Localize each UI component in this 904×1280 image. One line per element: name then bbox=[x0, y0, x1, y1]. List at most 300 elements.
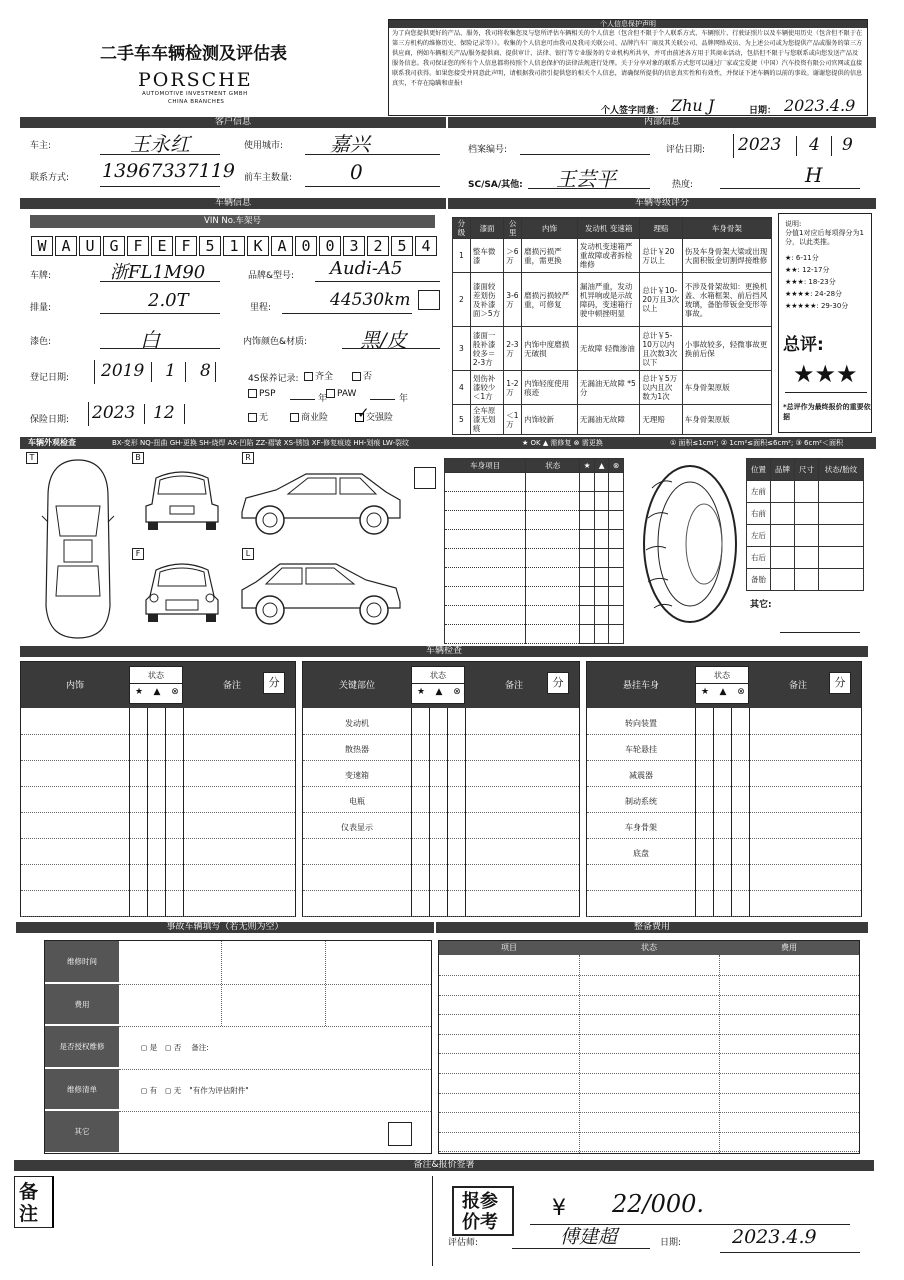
grade-header-cell: 内饰 bbox=[522, 218, 578, 239]
body-cell[interactable] bbox=[580, 549, 595, 568]
accident-row-label: 其它 bbox=[45, 1111, 119, 1153]
grade-row bbox=[453, 405, 772, 435]
notes-title: 说明: bbox=[785, 220, 802, 228]
exterior-legend: BX-变形 NQ-扭曲 GH-更换 SH-烧焊 AX-凹陷 ZZ-褶皱 XS-锈蚀 XF-修复痕迹 HH-划痕 LW-裂纹 bbox=[112, 439, 410, 447]
status-label: 状态 bbox=[130, 669, 182, 684]
grade-table bbox=[452, 217, 772, 435]
check-row[interactable] bbox=[303, 838, 579, 839]
grade-cell: 总计￥5-10万以内且次数3次以下 bbox=[640, 327, 682, 371]
body-cell[interactable] bbox=[445, 606, 526, 625]
privacy-title: 个人信息保护声明 bbox=[389, 20, 867, 28]
body-cell[interactable] bbox=[445, 530, 526, 549]
note-header: 备注 bbox=[223, 681, 242, 691]
brand-sub1: AUTOMOTIVE INVESTMENT GMBH bbox=[142, 91, 248, 97]
repair-col-header: 项目 bbox=[501, 943, 517, 952]
body-cell[interactable] bbox=[526, 625, 580, 644]
reg-day: 8 bbox=[200, 361, 211, 381]
grade-cell: 车身骨架原版 bbox=[682, 371, 771, 405]
body-row bbox=[445, 568, 624, 587]
tire-cell[interactable] bbox=[794, 503, 818, 525]
body-row bbox=[445, 587, 624, 606]
status-label: 状态 bbox=[412, 669, 464, 684]
body-cell[interactable] bbox=[580, 587, 595, 606]
accident-row-label: 维修时间 bbox=[45, 941, 119, 983]
tire-cell[interactable] bbox=[794, 481, 818, 503]
check-row[interactable] bbox=[21, 786, 295, 787]
car-back-view bbox=[138, 464, 226, 532]
status-symbol: ★ bbox=[134, 687, 144, 697]
mileage-value: 44530km bbox=[330, 290, 411, 310]
grade-cell: 3-6万 bbox=[504, 273, 522, 327]
vin-char: 3 bbox=[343, 236, 365, 256]
body-cell[interactable] bbox=[526, 606, 580, 625]
repair-row[interactable] bbox=[439, 1073, 859, 1074]
exterior-checkbox[interactable] bbox=[414, 467, 436, 489]
check-row[interactable] bbox=[303, 734, 579, 735]
status-symbol: ▲ bbox=[719, 687, 727, 697]
check-row[interactable] bbox=[587, 864, 861, 865]
check-item: 减震器 bbox=[629, 771, 653, 780]
grade-cell: 内饰较新 bbox=[522, 405, 578, 435]
body-cell[interactable] bbox=[445, 473, 526, 492]
body-cell[interactable] bbox=[526, 568, 580, 587]
sc-value: 王芸平 bbox=[556, 167, 616, 191]
body-cell[interactable] bbox=[594, 511, 609, 530]
body-row bbox=[445, 530, 624, 549]
check-row[interactable] bbox=[587, 838, 861, 839]
mileage-box[interactable] bbox=[418, 290, 440, 310]
check-row[interactable] bbox=[303, 916, 579, 917]
tire-row bbox=[747, 481, 864, 503]
vin-char: 5 bbox=[391, 236, 413, 256]
grade-cell: 漆面一般补漆较多＝2-3方 bbox=[470, 327, 503, 371]
body-header-cell: ▲ bbox=[594, 459, 609, 473]
tire-cell[interactable] bbox=[770, 547, 794, 569]
repair-title: 整备费用 bbox=[436, 922, 868, 933]
plate-value: 浙FL1M90 bbox=[110, 262, 206, 283]
owner-value: 王永红 bbox=[130, 132, 190, 156]
vehicle-title: 车辆信息 bbox=[20, 198, 446, 209]
check-item: 变速箱 bbox=[345, 771, 369, 780]
vin-char: 0 bbox=[295, 236, 317, 256]
grade-header-cell: 理赔 bbox=[640, 218, 682, 239]
check-row[interactable] bbox=[587, 916, 861, 917]
check-row[interactable] bbox=[587, 890, 861, 891]
vin-char: W bbox=[31, 236, 53, 256]
body-header-cell: 车身项目 bbox=[445, 459, 526, 473]
list-no-option[interactable]: ◻ bbox=[165, 1085, 174, 1095]
check-row[interactable] bbox=[303, 864, 579, 865]
car-top-view bbox=[38, 456, 118, 642]
check-item: 转向装置 bbox=[625, 719, 657, 728]
repair-col-header: 状态 bbox=[641, 943, 657, 952]
body-cell[interactable] bbox=[609, 606, 624, 625]
phone-label: 联系方式: bbox=[30, 173, 70, 183]
grade-cell: 2-3万 bbox=[504, 327, 522, 371]
exterior-area-legend: ① 面积≤1cm²; ② 1cm²≤面积≤6cm²; ③ 6cm²＜面积 bbox=[670, 439, 843, 447]
check-row[interactable] bbox=[21, 838, 295, 839]
check-panel-suspension bbox=[586, 661, 862, 917]
grade-row bbox=[453, 239, 772, 273]
car-right-view bbox=[236, 466, 406, 538]
s4-no-option[interactable] bbox=[352, 369, 372, 382]
grade-cell: 整车微漆 bbox=[470, 239, 503, 273]
repair-row[interactable] bbox=[439, 1151, 859, 1152]
body-cell[interactable] bbox=[609, 530, 624, 549]
grade-cell: 小事故较多，轻微事故更换前后保 bbox=[682, 327, 771, 371]
grade-cell: 漆面较差划伤及补漆面＞5方 bbox=[470, 273, 503, 327]
vin-char: K bbox=[247, 236, 269, 256]
psp-option[interactable] bbox=[248, 389, 276, 399]
grade-cell: 无漏油无故障 *5分 bbox=[577, 371, 639, 405]
notes-text: 分值1对应后每项得分为1分，以此类推。 bbox=[785, 229, 864, 246]
color-value: 白 bbox=[140, 328, 160, 352]
tire-position: 右前 bbox=[747, 503, 771, 525]
tire-position: 右后 bbox=[747, 547, 771, 569]
fen-badge: 分 bbox=[263, 672, 285, 694]
body-cell[interactable] bbox=[594, 492, 609, 511]
check-item: 车身骨架 bbox=[625, 823, 657, 832]
body-cell[interactable] bbox=[609, 568, 624, 587]
scale-item: ★★★★★: 29-30分 bbox=[785, 302, 849, 310]
check-row[interactable] bbox=[21, 734, 295, 735]
header-logo-block bbox=[20, 19, 387, 115]
ins-date-box bbox=[88, 402, 208, 426]
tire-cell[interactable] bbox=[818, 569, 863, 591]
view-label-back: B bbox=[132, 452, 144, 464]
body-cell[interactable] bbox=[580, 530, 595, 549]
eval-year: 2023 bbox=[738, 135, 782, 155]
quote-box bbox=[452, 1186, 514, 1236]
body-cell[interactable] bbox=[445, 549, 526, 568]
body-cell[interactable] bbox=[526, 587, 580, 606]
brand-sub2: CHINA BRANCHES bbox=[168, 99, 225, 105]
tire-cell[interactable] bbox=[794, 569, 818, 591]
tire-cell[interactable] bbox=[794, 525, 818, 547]
repair-row[interactable] bbox=[439, 1014, 859, 1015]
tire-cell[interactable] bbox=[818, 503, 863, 525]
auth-options bbox=[141, 1042, 209, 1053]
scale-item: ★★★★: 24-28分 bbox=[785, 290, 843, 298]
accident-row-label: 维修清单 bbox=[45, 1069, 119, 1111]
ins-none-option[interactable] bbox=[248, 410, 268, 423]
view-label-right: R bbox=[242, 452, 254, 464]
body-cell[interactable] bbox=[594, 625, 609, 644]
repair-row[interactable] bbox=[439, 1034, 859, 1035]
body-cell[interactable] bbox=[526, 530, 580, 549]
tire-table bbox=[746, 458, 864, 591]
body-cell[interactable] bbox=[609, 511, 624, 530]
auth-yes-option[interactable]: ◻ bbox=[141, 1043, 150, 1053]
reg-date-box bbox=[94, 360, 244, 384]
body-row bbox=[445, 625, 624, 644]
body-cell[interactable] bbox=[580, 606, 595, 625]
tire-row bbox=[747, 547, 864, 569]
footer-date-label: 日期: bbox=[660, 1238, 682, 1248]
tire-cell[interactable] bbox=[818, 525, 863, 547]
check-panel-interior bbox=[20, 661, 296, 917]
vin-char: 4 bbox=[415, 236, 437, 256]
repair-row[interactable] bbox=[439, 1112, 859, 1113]
vin-char: E bbox=[151, 236, 173, 256]
brand-label: 品牌&型号: bbox=[248, 271, 295, 281]
city-value: 嘉兴 bbox=[330, 132, 370, 156]
auth-no-option[interactable]: ◻ bbox=[165, 1043, 174, 1053]
tire-header-cell: 品牌 bbox=[770, 459, 794, 481]
body-cell[interactable] bbox=[445, 625, 526, 644]
body-cell[interactable] bbox=[594, 549, 609, 568]
grade-cell: ＞6万 bbox=[504, 239, 522, 273]
tire-cell[interactable] bbox=[818, 481, 863, 503]
check-panel-title: 内饰 bbox=[65, 681, 84, 691]
grade-cell: 总计￥5万以内且次数为1次 bbox=[640, 371, 682, 405]
grade-cell: 1-2万 bbox=[504, 371, 522, 405]
status-symbol: ▲ bbox=[153, 687, 161, 697]
s4-full-option[interactable] bbox=[304, 369, 333, 382]
grade-row bbox=[453, 273, 772, 327]
paw-option[interactable] bbox=[326, 389, 356, 399]
exterior-status-legend: ★ OK ▲ 需修复 ⊗ 需更换 bbox=[522, 439, 603, 447]
grade-cell: 5 bbox=[453, 405, 471, 435]
check-row[interactable] bbox=[303, 786, 579, 787]
scale-item: ★★★: 18-23分 bbox=[785, 278, 836, 286]
body-cell[interactable] bbox=[526, 549, 580, 568]
grade-header-row bbox=[453, 218, 772, 239]
ins-com-text: 商业险 bbox=[301, 413, 329, 423]
ins-month: 12 bbox=[153, 403, 175, 423]
internal-title: 内部信息 bbox=[448, 117, 876, 128]
body-cell[interactable] bbox=[609, 473, 624, 492]
check-row[interactable] bbox=[587, 786, 861, 787]
check-panel-header bbox=[21, 662, 295, 708]
tire-cell[interactable] bbox=[770, 503, 794, 525]
grade-cell: 磨损污损严重，需更换 bbox=[522, 239, 578, 273]
tire-cell[interactable] bbox=[770, 525, 794, 547]
body-cell[interactable] bbox=[445, 587, 526, 606]
sign-date-value: 2023.4.9 bbox=[784, 96, 856, 115]
accident-row-label: 是否授权维修 bbox=[45, 1026, 119, 1068]
body-cell[interactable] bbox=[609, 549, 624, 568]
check-item: 发动机 bbox=[345, 719, 369, 728]
repair-header bbox=[439, 941, 859, 955]
status-symbol: ⊗ bbox=[453, 687, 461, 697]
body-cell[interactable] bbox=[526, 492, 580, 511]
color-label: 漆色: bbox=[30, 337, 52, 347]
body-cell[interactable] bbox=[580, 492, 595, 511]
yen-sign: ¥ bbox=[552, 1196, 566, 1221]
fen-badge: 分 bbox=[547, 672, 569, 694]
check-row[interactable] bbox=[587, 812, 861, 813]
list-yes-option[interactable]: ◻ bbox=[141, 1085, 150, 1095]
tire-header-row bbox=[747, 459, 864, 481]
check-item: 底盘 bbox=[633, 849, 649, 858]
vin-char: F bbox=[175, 236, 197, 256]
accident-row-label: 费用 bbox=[45, 984, 119, 1026]
interior-label: 内饰颜色&材质: bbox=[243, 337, 308, 347]
grade-cell: 2 bbox=[453, 273, 471, 327]
grade-header-cell: 公里 bbox=[504, 218, 522, 239]
body-row bbox=[445, 549, 624, 568]
check-item: 车轮悬挂 bbox=[625, 745, 657, 754]
tire-header-cell: 状态/胎纹 bbox=[818, 459, 863, 481]
check-row[interactable] bbox=[303, 890, 579, 891]
body-cell[interactable] bbox=[594, 530, 609, 549]
vin-char: G bbox=[103, 236, 125, 256]
list-options bbox=[141, 1085, 249, 1096]
check-row[interactable] bbox=[587, 760, 861, 761]
view-label-left: L bbox=[242, 548, 254, 560]
body-cell[interactable] bbox=[594, 473, 609, 492]
evaluator-label: 评估师: bbox=[448, 1238, 479, 1248]
tire-cell[interactable] bbox=[794, 547, 818, 569]
prev-owner-label: 前车主数量: bbox=[244, 173, 293, 183]
body-cell[interactable] bbox=[445, 568, 526, 587]
body-cell[interactable] bbox=[594, 568, 609, 587]
tire-position: 左前 bbox=[747, 481, 771, 503]
body-cell[interactable] bbox=[594, 606, 609, 625]
body-cell[interactable] bbox=[609, 492, 624, 511]
check-row[interactable] bbox=[303, 812, 579, 813]
evaluator-signature: 傅建超 bbox=[560, 1226, 618, 1248]
overall-label: 总评: bbox=[783, 335, 824, 355]
brand-logo: PORSCHE bbox=[138, 69, 253, 91]
body-items-table bbox=[444, 458, 624, 644]
interior-value: 黑/皮 bbox=[360, 328, 407, 352]
accident-checkbox[interactable] bbox=[388, 1122, 412, 1146]
grade-cell: 伤及车身骨架大梁或出现大面积钣金切割焊接维修 bbox=[682, 239, 771, 273]
body-cell[interactable] bbox=[526, 473, 580, 492]
grade-cell: 不涉及骨架故知：更换机盖、水箱框架、前后挡风玻璃，备胎带钣金变形等事故。 bbox=[682, 273, 771, 327]
reg-date-label: 登记日期: bbox=[30, 373, 70, 383]
vin-char: 0 bbox=[319, 236, 341, 256]
list-yes-text: 有 bbox=[149, 1085, 158, 1095]
body-row bbox=[445, 511, 624, 530]
status-symbol: ★ bbox=[416, 687, 426, 697]
check-panel-header bbox=[587, 662, 861, 708]
body-row bbox=[445, 492, 624, 511]
file-no-label: 档案编号: bbox=[468, 145, 508, 155]
check-row[interactable] bbox=[21, 812, 295, 813]
repair-row[interactable] bbox=[439, 975, 859, 976]
repair-row[interactable] bbox=[439, 1053, 859, 1054]
prev-owner-value: 0 bbox=[350, 160, 363, 184]
status-header bbox=[411, 666, 465, 704]
scale-item: ★: 6-11分 bbox=[785, 254, 819, 262]
repair-row[interactable] bbox=[439, 1093, 859, 1094]
body-cell[interactable] bbox=[594, 587, 609, 606]
view-label-front: F bbox=[132, 548, 144, 560]
sign-signature: Zhu J bbox=[671, 96, 715, 115]
vin-char: F bbox=[127, 236, 149, 256]
form-title: 二手车车辆检测及评估表 bbox=[100, 44, 287, 64]
status-symbol: ⊗ bbox=[171, 687, 179, 697]
vin-char: A bbox=[55, 236, 77, 256]
body-cell[interactable] bbox=[580, 568, 595, 587]
grade-cell: 内饰中度磨损无破损 bbox=[522, 327, 578, 371]
check-row[interactable] bbox=[21, 916, 295, 917]
note-header: 备注 bbox=[789, 681, 808, 691]
grade-header-cell: 车身骨架 bbox=[682, 218, 771, 239]
body-cell[interactable] bbox=[526, 511, 580, 530]
tire-header-cell: 尺寸 bbox=[794, 459, 818, 481]
tire-header-cell: 位置 bbox=[747, 459, 771, 481]
repair-row[interactable] bbox=[439, 995, 859, 996]
eval-day: 9 bbox=[842, 135, 853, 155]
heat-value: H bbox=[805, 163, 823, 187]
list-no-text: 无 bbox=[173, 1085, 182, 1095]
tire-other-label: 其它: bbox=[750, 600, 772, 610]
note-header: 备注 bbox=[505, 681, 524, 691]
check-row[interactable] bbox=[21, 864, 295, 865]
body-header-row bbox=[445, 459, 624, 473]
psp-text: PSP bbox=[259, 389, 276, 399]
body-cell[interactable] bbox=[580, 511, 595, 530]
repair-col-header: 费用 bbox=[781, 943, 797, 952]
view-label-top: T bbox=[26, 452, 38, 464]
grade-row bbox=[453, 327, 772, 371]
vin-char: 2 bbox=[367, 236, 389, 256]
check-panel-header bbox=[303, 662, 579, 708]
eval-date-label: 评估日期: bbox=[666, 145, 706, 155]
sc-label: SC/SA/其他: bbox=[468, 180, 523, 190]
privacy-text: 为了向您提供更好的产品、服务，我司将收集您及与您所评估车辆相关的个人信息（包含但不限于个人联系方式、车辆照片、行驶证照片以及车辆使用历史（包含但不限于在第三方机构的维修历史、保险记录等））。收集的个人信息可由我司及我司关联公司、品牌汽车厂商及其关联公司、品牌网络成员、为上述公司或为您提供产品或服务的第三方供应商，例如车辆相关产品/服务提供商、提供审计、法律、银行等专业服务的专业机构所共享，并可由前述各方用于其商业活动，包括但不限于与您联系或向您发送产品及服务信息。我司保证您的所有个人信息都将按照个人信息保护的法律法规进行处理。关于分享对象的联系方式您可以通过厂家或宝爱捷（中国）汽车投资有限公司官网或直接联系我司获得。如果您接受并同意此声明，请根据我司指引提供您的相关个人信息，请确保所提供的信息真实性和有效性，并保证下述车辆的以前的事故。谢谢您提供的信息真实，不存在隐瞒和虚报! bbox=[392, 30, 863, 87]
tire-row bbox=[747, 525, 864, 547]
status-symbol: ★ bbox=[700, 687, 710, 697]
paw-text: PAW bbox=[337, 389, 357, 399]
repair-row[interactable] bbox=[439, 1132, 859, 1133]
grade-cell: 无故障 轻微渗油 bbox=[577, 327, 639, 371]
grade-cell: ＜1万 bbox=[504, 405, 522, 435]
ins-comp-text: 交强险 bbox=[366, 413, 394, 423]
quote-price: 22/000. bbox=[612, 1190, 705, 1218]
psp-year: 年 bbox=[318, 394, 328, 404]
owner-label: 车主: bbox=[30, 141, 52, 151]
city-label: 使用城市: bbox=[244, 141, 284, 151]
footer-title: 备注&报价签署 bbox=[14, 1160, 874, 1171]
repair-table bbox=[438, 940, 860, 1154]
check-row[interactable] bbox=[21, 760, 295, 761]
tire-cell[interactable] bbox=[818, 547, 863, 569]
body-cell[interactable] bbox=[609, 625, 624, 644]
quote-label: 报参价考 bbox=[462, 1191, 498, 1233]
grade-cell: 总计￥20万以上 bbox=[640, 239, 682, 273]
body-cell[interactable] bbox=[445, 511, 526, 530]
mileage-label: 里程: bbox=[250, 303, 272, 313]
grade-header-cell: 漆面 bbox=[470, 218, 503, 239]
tire-cell[interactable] bbox=[770, 569, 794, 591]
body-cell[interactable] bbox=[445, 492, 526, 511]
check-panel-title: 关键部位 bbox=[338, 681, 375, 691]
check-row[interactable] bbox=[587, 734, 861, 735]
vin-char: 1 bbox=[223, 236, 245, 256]
vin-char: U bbox=[79, 236, 101, 256]
sign-date-label: 日期： bbox=[749, 106, 777, 116]
check-item: 电瓶 bbox=[349, 797, 365, 806]
body-cell[interactable] bbox=[580, 625, 595, 644]
ins-com-option[interactable] bbox=[290, 410, 328, 423]
tire-cell[interactable] bbox=[770, 481, 794, 503]
grade-cell: 1 bbox=[453, 239, 471, 273]
body-cell[interactable] bbox=[609, 587, 624, 606]
status-header bbox=[695, 666, 749, 704]
body-header-cell: ★ bbox=[580, 459, 595, 473]
check-row[interactable] bbox=[21, 890, 295, 891]
check-row[interactable] bbox=[303, 760, 579, 761]
grade-cell: 总计￥10-20万且3次以上 bbox=[640, 273, 682, 327]
brand-value: Audi-A5 bbox=[330, 258, 403, 279]
exterior-title: 车辆外观检查 bbox=[28, 438, 76, 447]
body-cell[interactable] bbox=[580, 473, 595, 492]
